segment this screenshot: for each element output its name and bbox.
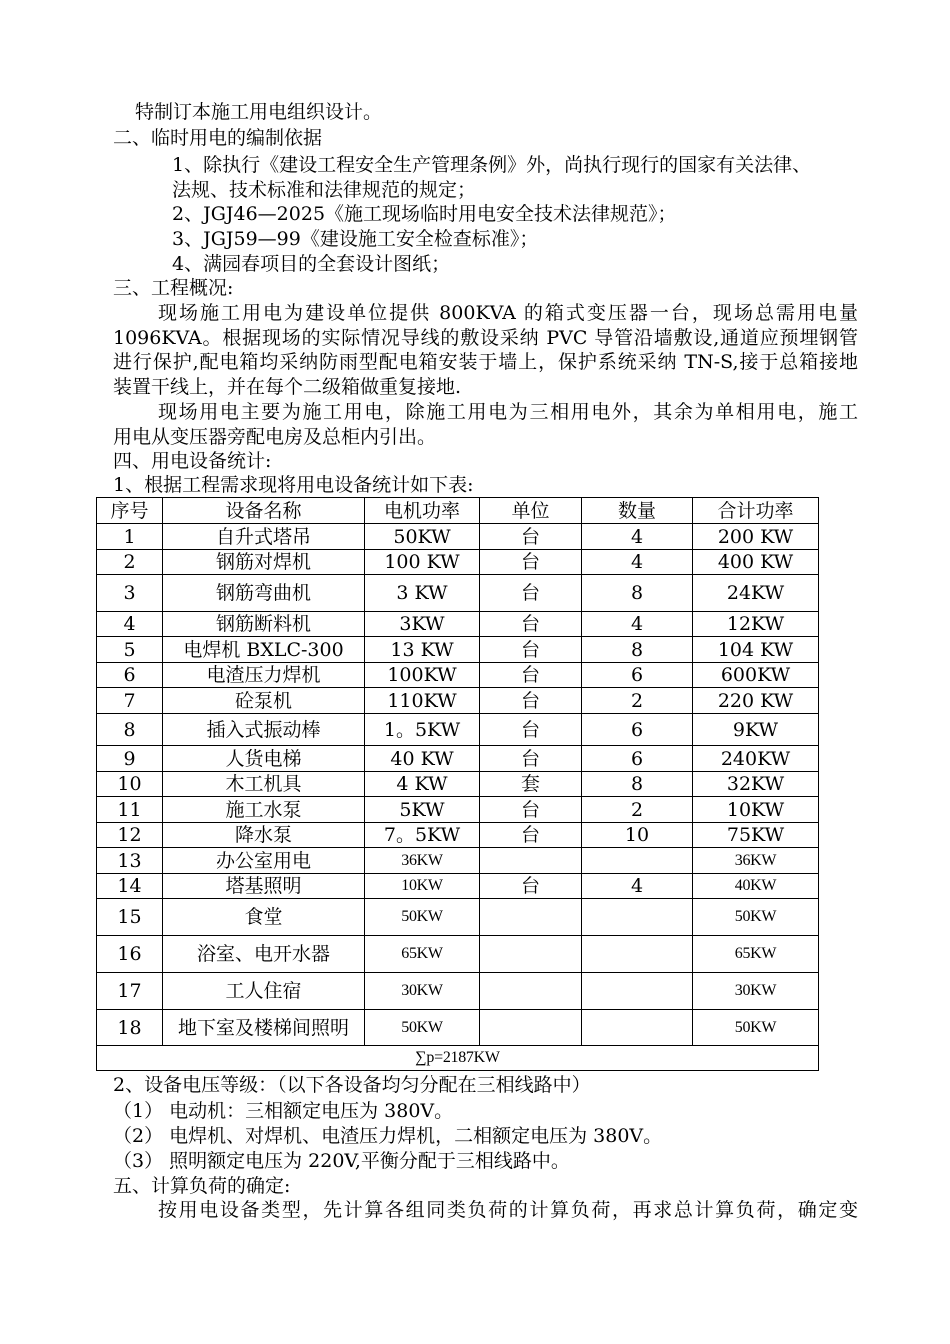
table-cell: 4 — [582, 612, 693, 637]
section-2-item: 法规、技术标准和法律规范的规定； — [172, 179, 477, 201]
section-4-heading: 四、用电设备统计: — [113, 450, 272, 472]
table-cell: 台 — [480, 575, 582, 612]
table-cell: 9KW — [693, 714, 819, 746]
table-cell: 台 — [480, 612, 582, 637]
section-2-item: 4、满园春项目的全套设计图纸； — [172, 253, 451, 275]
table-cell: 6 — [582, 746, 693, 772]
table-cell: 台 — [480, 550, 582, 575]
voltage-item: （1） 电动机：三相额定电压为 380V。 — [113, 1100, 454, 1122]
table-cell: 台 — [480, 714, 582, 746]
voltage-item: （3） 照明额定电压为 220V,平衡分配于三相线路中。 — [113, 1150, 570, 1172]
table-cell: 110KW — [365, 688, 480, 714]
table-cell: 30KW — [693, 973, 819, 1010]
table-cell: 24KW — [693, 575, 819, 612]
table-cell: 台 — [480, 823, 582, 848]
table-row — [97, 714, 819, 746]
section-2-heading: 二、临时用电的编制依据 — [113, 127, 323, 149]
table-cell: 地下室及楼梯间照明 — [163, 1010, 365, 1046]
table-cell: 4 — [582, 524, 693, 550]
table-cell: 6 — [582, 714, 693, 746]
table-cell: 104 KW — [693, 637, 819, 663]
table-cell: 钢筋对焊机 — [163, 550, 365, 575]
table-row — [97, 874, 819, 899]
table-cell: 4 — [97, 612, 163, 637]
voltage-item: （2） 电焊机、对焊机、电渣压力焊机，二相额定电压为 380V。 — [113, 1125, 663, 1147]
paragraph-line: 1096KVA。根据现场的实际情况导线的敷设采纳 PVC 导管沿墙敷设,通道应预埋钢管 — [113, 327, 858, 349]
table-cell: 木工机具 — [163, 772, 365, 797]
table-cell — [582, 973, 693, 1010]
table-cell: 75KW — [693, 823, 819, 848]
section-2-item: 3、JGJ59—99《建设施工安全检查标准》； — [172, 228, 539, 250]
table-cell: 40KW — [693, 874, 819, 899]
table-cell — [582, 848, 693, 874]
table-cell: 12KW — [693, 612, 819, 637]
table-cell: 食堂 — [163, 899, 365, 936]
table-cell — [582, 899, 693, 936]
table-cell: 塔基照明 — [163, 874, 365, 899]
table-cell: 65KW — [365, 936, 480, 973]
table-row — [97, 936, 819, 973]
table-cell: 套 — [480, 772, 582, 797]
table-cell: 自升式塔吊 — [163, 524, 365, 550]
table-caption: 1、根据工程需求现将用电设备统计如下表: — [113, 474, 474, 496]
table-row — [97, 1010, 819, 1046]
table-cell: 50KW — [365, 899, 480, 936]
table-row — [97, 823, 819, 848]
table-cell: 13 — [97, 848, 163, 874]
table-cell: 4 — [582, 550, 693, 575]
table-cell — [582, 936, 693, 973]
table-cell: 32KW — [693, 772, 819, 797]
table-cell: 50KW — [365, 524, 480, 550]
table-cell: 50KW — [693, 1010, 819, 1046]
table-cell: 8 — [582, 772, 693, 797]
table-row — [97, 663, 819, 688]
paragraph-line: 现场施工用电为建设单位提供 800KVA 的箱式变压器一台，现场总需用电量 — [158, 302, 858, 324]
table-cell: 台 — [480, 746, 582, 772]
table-cell: 11 — [97, 797, 163, 823]
table-cell: 8 — [582, 637, 693, 663]
table-cell: 36KW — [693, 848, 819, 874]
table-cell: 100KW — [365, 663, 480, 688]
header-cell: 单位 — [480, 498, 582, 524]
table-cell — [480, 848, 582, 874]
table-cell: 4 — [582, 874, 693, 899]
header-cell: 序号 — [97, 498, 163, 524]
table-cell: 15 — [97, 899, 163, 936]
table-cell: 钢筋弯曲机 — [163, 575, 365, 612]
table-cell — [480, 899, 582, 936]
table-cell: 6 — [582, 663, 693, 688]
paragraph-line: 用电从变压器旁配电房及总柜内引出。 — [113, 426, 437, 448]
table-cell: 台 — [480, 688, 582, 714]
table-cell: 2 — [582, 688, 693, 714]
table-row — [97, 612, 819, 637]
table-cell: 1。5KW — [365, 714, 480, 746]
table-cell: 18 — [97, 1010, 163, 1046]
table-cell: 10KW — [693, 797, 819, 823]
table-cell: 3 — [97, 575, 163, 612]
table-cell — [480, 1010, 582, 1046]
table-cell: 65KW — [693, 936, 819, 973]
intro-line: 特制订本施工用电组织设计。 — [135, 101, 383, 123]
table-cell: 240KW — [693, 746, 819, 772]
table-cell: 7 — [97, 688, 163, 714]
table-cell: 5 — [97, 637, 163, 663]
table-cell: 2 — [582, 797, 693, 823]
table-cell: 3 KW — [365, 575, 480, 612]
table-cell: 台 — [480, 524, 582, 550]
table-cell: 台 — [480, 874, 582, 899]
table-cell: 13 KW — [365, 637, 480, 663]
table-cell: 9 — [97, 746, 163, 772]
table-row — [97, 575, 819, 612]
table-cell — [480, 936, 582, 973]
table-cell: 电焊机 BXLC-300 — [163, 637, 365, 663]
table-cell: 插入式振动棒 — [163, 714, 365, 746]
table-row — [97, 550, 819, 575]
table-cell: 16 — [97, 936, 163, 973]
table-cell: 220 KW — [693, 688, 819, 714]
section-3-heading: 三、工程概况: — [113, 277, 234, 299]
section-2-item: 1、除执行《建设工程安全生产管理条例》外，尚执行现行的国家有关法律、 — [172, 154, 812, 176]
table-cell: 8 — [582, 575, 693, 612]
table-row — [97, 797, 819, 823]
paragraph-line: 进行保护,配电箱均采纳防雨型配电箱安装于墙上，保护系统采纳 TN-S,接于总箱接地 — [113, 351, 858, 373]
table-cell: 200 KW — [693, 524, 819, 550]
paragraph-line: 按用电设备类型，先计算各组同类负荷的计算负荷，再求总计算负荷，确定变 — [158, 1199, 858, 1221]
table-row — [97, 772, 819, 797]
table-cell: 降水泵 — [163, 823, 365, 848]
table-cell: 工人住宿 — [163, 973, 365, 1010]
table-cell: 400 KW — [693, 550, 819, 575]
header-cell: 电机功率 — [365, 498, 480, 524]
table-cell: 施工水泵 — [163, 797, 365, 823]
table-cell: 50KW — [365, 1010, 480, 1046]
table-cell: 40 KW — [365, 746, 480, 772]
total-power-cell: ∑p=2187KW — [97, 1046, 819, 1071]
table-cell: 8 — [97, 714, 163, 746]
table-cell: 2 — [97, 550, 163, 575]
table-cell: 100 KW — [365, 550, 480, 575]
table-cell: 10 — [582, 823, 693, 848]
table-cell: 4 KW — [365, 772, 480, 797]
paragraph-line: 现场用电主要为施工用电，除施工用电为三相用电外，其余为单相用电，施工 — [158, 401, 858, 423]
table-cell: 17 — [97, 973, 163, 1010]
table-cell — [582, 1010, 693, 1046]
table-row — [97, 848, 819, 874]
table-row — [97, 746, 819, 772]
table-cell: 5KW — [365, 797, 480, 823]
table-total-row — [97, 1046, 819, 1071]
table-row — [97, 524, 819, 550]
table-cell: 砼泵机 — [163, 688, 365, 714]
table-row — [97, 688, 819, 714]
table-cell: 人货电梯 — [163, 746, 365, 772]
table-cell: 7。5KW — [365, 823, 480, 848]
voltage-heading: 2、设备电压等级：（以下各设备均匀分配在三相线路中） — [113, 1074, 591, 1096]
table-cell: 12 — [97, 823, 163, 848]
table-cell: 浴室、电开水器 — [163, 936, 365, 973]
table-cell: 6 — [97, 663, 163, 688]
table-cell: 50KW — [693, 899, 819, 936]
table-cell: 10 — [97, 772, 163, 797]
table-cell: 10KW — [365, 874, 480, 899]
section-2-item: 2、JGJ46—2025《施工现场临时用电安全技术法律规范》； — [172, 203, 677, 225]
header-cell: 数量 — [582, 498, 693, 524]
table-cell: 台 — [480, 637, 582, 663]
section-5-heading: 五、计算负荷的确定: — [113, 1175, 291, 1197]
table-cell: 电渣压力焊机 — [163, 663, 365, 688]
paragraph-line: 装置干线上，并在每个二级箱做重复接地. — [113, 376, 462, 398]
table-cell: 3KW — [365, 612, 480, 637]
table-cell: 1 — [97, 524, 163, 550]
table-row — [97, 973, 819, 1010]
header-cell: 设备名称 — [163, 498, 365, 524]
table-cell: 30KW — [365, 973, 480, 1010]
table-cell: 36KW — [365, 848, 480, 874]
table-cell: 14 — [97, 874, 163, 899]
table-cell — [480, 973, 582, 1010]
table-cell: 台 — [480, 797, 582, 823]
table-cell: 台 — [480, 663, 582, 688]
equipment-table — [96, 497, 819, 1071]
table-cell: 办公室用电 — [163, 848, 365, 874]
table-cell: 钢筋断料机 — [163, 612, 365, 637]
table-cell: 600KW — [693, 663, 819, 688]
table-row — [97, 637, 819, 663]
table-row — [97, 899, 819, 936]
header-cell: 合计功率 — [693, 498, 819, 524]
table-header-row — [97, 498, 819, 524]
